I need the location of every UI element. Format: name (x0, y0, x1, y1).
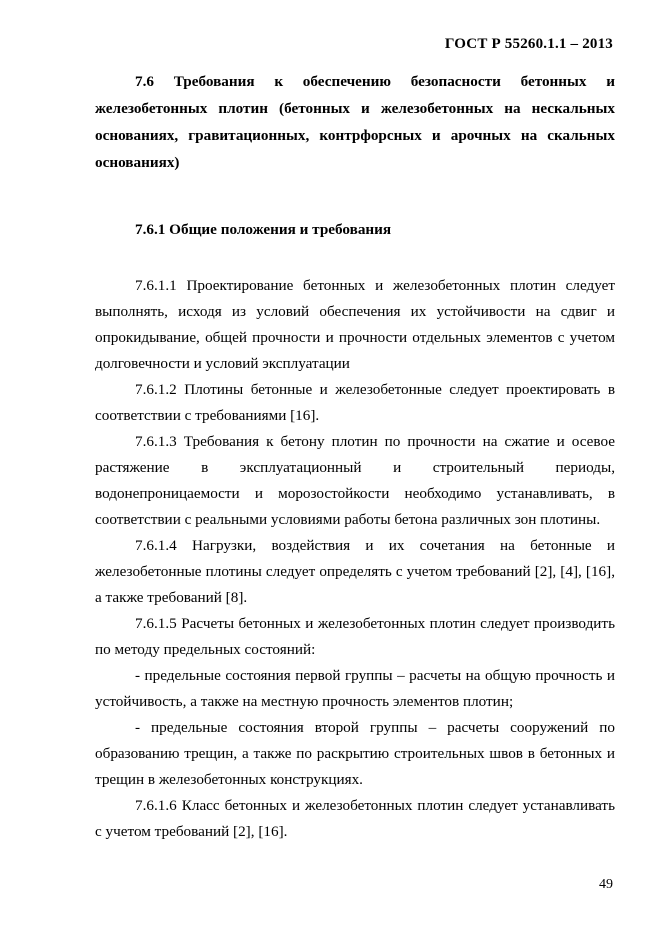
list-item-first-group: - предельные состояния первой группы – расчеты на общую прочность и устойчивость, а также на местную прочность элементов плотин; (95, 667, 615, 710)
list-item-second-group: - предельные состояния второй группы – расчеты сооружений по образованию трещин, а также по раскрытию строительных швов в бетонных и трещин в железобетонных конструкциях. (95, 719, 615, 788)
paragraph-7-6-1-2: 7.6.1.2 Плотины бетонные и железобетонные следует проектировать в соответствии с требованиями [16]. (95, 381, 615, 424)
section-title (95, 68, 615, 176)
paragraph-7-6-1-5: 7.6.1.5 Расчеты бетонных и железобетонных плотин следует производить по методу предельных состояний: (95, 615, 615, 658)
section-title-rest: железобетонных плотин (бетонных и железобетонных на нескальных основаниях, гравитационных, контрфорсных и арочных на скальных основаниях) (95, 100, 615, 171)
section-title-line1: 7.6 Требования к обеспечению безопасности бетонных и (135, 73, 615, 90)
paragraph-7-6-1-4: 7.6.1.4 Нагрузки, воздействия и их сочетания на бетонные и железобетонные плотины следует определять с учетом требований [2], [4], [16], а также требований [8]. (95, 537, 615, 606)
subsection-title: 7.6.1 Общие положения и требования (135, 221, 392, 238)
paragraph-7-6-1-1: 7.6.1.1 Проектирование бетонных и железобетонных плотин следует выполнять, исходя из условий обеспечения их устойчивости на сдвиг и опрокидывание, общей прочности и прочности отдельных элементов с учетом долговечности и условий эксплуатации (95, 277, 615, 372)
document-header: ГОСТ Р 55260.1.1 – 2013 (444, 36, 613, 52)
page-number: 49 (599, 877, 613, 892)
paragraph-7-6-1-3: 7.6.1.3 Требования к бетону плотин по прочности на сжатие и осевое растяжение в эксплуатационный и строительный периоды, водонепроницаемости и морозостойкости необходимо устанавливать, в соответствии с реальными условиями работы бетона различных зон плотины. (95, 433, 615, 528)
page-content (95, 68, 615, 845)
paragraph-7-6-1-6: 7.6.1.6 Класс бетонных и железобетонных плотин следует устанавливать с учетом требований [2], [16]. (95, 797, 615, 840)
